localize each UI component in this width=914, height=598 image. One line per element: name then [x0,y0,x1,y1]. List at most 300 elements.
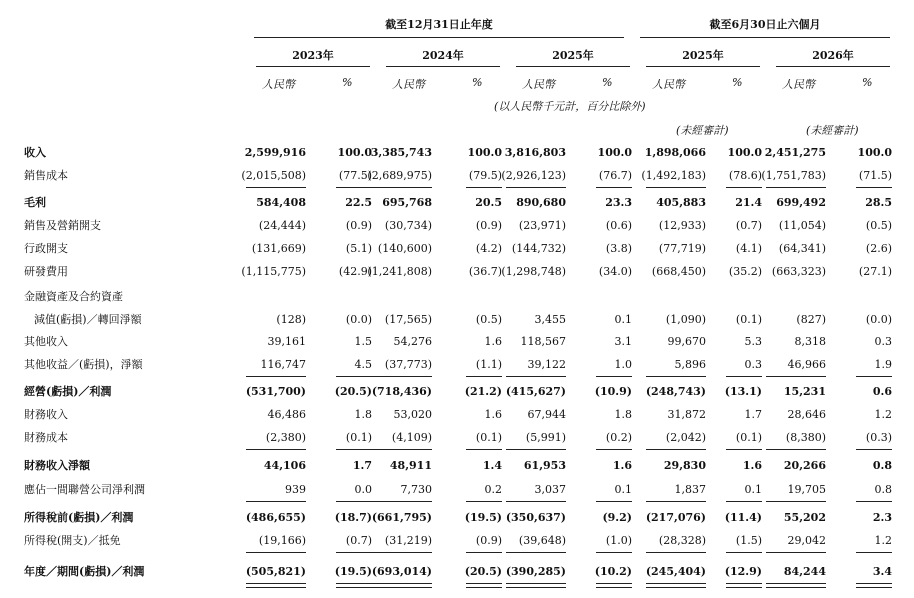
amount-cell: 48,911 [389,459,432,472]
percent-cell: 1.8 [614,408,632,421]
percent-cell: (0.3) [865,431,892,444]
row-label: 應佔一間聯營公司淨利潤 [24,480,252,500]
table-row [0,262,914,282]
amount-cell: 116,747 [260,358,306,371]
subtotal-rule [336,187,372,188]
percent-cell: (42.9) [338,265,372,278]
subtotal-rule [372,501,432,502]
percent-cell: (4.2) [475,242,502,255]
row-label: 財務成本 [24,428,252,448]
amount-cell: 5,896 [674,358,706,371]
percent-cell: (0.0) [865,313,892,326]
subtotal-rule [506,449,566,450]
percent-cell: (2.6) [865,242,892,255]
year-rule-1 [256,66,370,67]
amount-cell: 46,966 [787,358,826,371]
percent-cell: (10.2) [594,565,632,578]
total-double-rule [246,583,306,588]
unaudited-note-2026: (未經審計) [806,124,859,137]
year-rule-4 [646,66,760,67]
amount-cell: 55,202 [783,511,826,524]
amount-cell: 28,646 [787,408,826,421]
table-row [0,310,914,330]
percent-cell: (76.7) [598,169,632,182]
subtotal-rule [766,552,826,553]
unit-rmb-2: 人民幣 [392,78,425,91]
percent-cell: 1.5 [354,335,372,348]
percent-cell: 23.3 [605,196,632,209]
amount-cell: 54,276 [393,335,432,348]
table-row [0,456,914,476]
subtotal-rule [372,449,432,450]
amount-cell: (144,732) [511,242,566,255]
total-double-rule [336,583,372,588]
amount-cell: 46,486 [267,408,306,421]
subtotal-rule [856,501,892,502]
amount-cell: 84,244 [783,565,826,578]
total-double-rule [726,583,762,588]
amount-cell: (1,298,748) [501,265,566,278]
subtotal-rule [646,552,706,553]
percent-cell: 1.2 [874,534,892,547]
amount-cell: 2,451,275 [764,146,826,159]
year-2025-interim: 2025年 [682,49,724,62]
percent-cell: 1.7 [352,459,372,472]
amount-cell: 3,455 [534,313,566,326]
percent-cell: (0.1) [735,313,762,326]
subtotal-rule [766,187,826,188]
percent-cell: (4.1) [735,242,762,255]
amount-cell: (19,166) [258,534,306,547]
percent-cell: 1.2 [874,408,892,421]
subtotal-rule [246,501,306,502]
percent-cell: 0.1 [614,313,632,326]
percent-cell: (0.7) [345,534,372,547]
percent-cell: 0.8 [872,459,892,472]
amount-cell: (11,054) [778,219,826,232]
percent-cell: (9.2) [602,511,632,524]
unit-pct-3: % [602,76,613,89]
total-double-rule [596,583,632,588]
amount-cell: 939 [285,483,306,496]
amount-cell: (663,323) [771,265,826,278]
amount-cell: (350,637) [505,511,566,524]
amount-cell: (24,444) [258,219,306,232]
percent-cell: (20.5) [334,385,372,398]
subtotal-rule [372,552,432,553]
amount-cell [356,287,432,307]
amount-cell: (531,700) [245,385,306,398]
amount-cell: (390,285) [505,565,566,578]
percent-cell: (19.5) [334,565,372,578]
amount-cell: (140,600) [377,242,432,255]
subtotal-rule [596,501,632,502]
amount-cell: (2,042) [665,431,706,444]
subtotal-rule [726,501,762,502]
percent-cell: (0.5) [865,219,892,232]
percent-cell: 0.0 [354,483,372,496]
subtotal-rule [246,376,306,377]
percent-cell: 1.9 [874,358,892,371]
amount-cell: (30,734) [384,219,432,232]
subtotal-rule [336,449,372,450]
percent-cell: (0.7) [735,219,762,232]
table-row [0,405,914,425]
unit-pct-1: % [342,76,353,89]
amount-cell: 3,816,803 [504,146,566,159]
percent-cell: (35.2) [728,265,762,278]
subtotal-rule [646,501,706,502]
percent-cell: 22.5 [345,196,372,209]
subtotal-rule [766,376,826,377]
percent-cell: 100.0 [597,146,632,159]
amount-cell: 99,670 [667,335,706,348]
amount-cell: 3,037 [534,483,566,496]
subtotal-rule [506,187,566,188]
amount-cell: (668,450) [651,265,706,278]
amount-cell: (77,719) [658,242,706,255]
percent-cell: (0.9) [345,219,372,232]
percent-cell: 4.5 [354,358,372,371]
total-double-rule [466,583,502,588]
amount-cell [750,287,826,307]
subtotal-rule [726,552,762,553]
amount-cell: 1,837 [674,483,706,496]
amount-cell: 61,953 [523,459,566,472]
percent-cell: 0.1 [744,483,762,496]
amount-cell: (28,328) [658,534,706,547]
amount-cell: (2,689,975) [367,169,432,182]
subtotal-rule [596,552,632,553]
total-double-rule [372,583,432,588]
row-label: 財務收入淨額 [24,456,252,476]
amount-cell [490,287,566,307]
percent-cell: 100.0 [337,146,372,159]
subtotal-rule [246,187,306,188]
amount-cell: (12,933) [658,219,706,232]
amount-cell: (505,821) [245,565,306,578]
table-row [0,382,914,402]
amount-cell: (128) [276,313,306,326]
percent-cell: (71.5) [858,169,892,182]
amount-cell: 39,161 [267,335,306,348]
amount-cell: (131,669) [251,242,306,255]
total-double-rule [506,583,566,588]
unit-rmb-5: 人民幣 [782,78,815,91]
amount-cell: (486,655) [245,511,306,524]
amount-cell: 118,567 [520,335,566,348]
amount-cell: 29,042 [787,534,826,547]
amount-cell: 44,106 [263,459,306,472]
percent-cell: (13.1) [724,385,762,398]
amount-cell: 3,385,743 [370,146,432,159]
amount-cell: (693,014) [371,565,432,578]
percent-cell: 0.1 [614,483,632,496]
amount-cell: (31,219) [384,534,432,547]
unit-rmb-3: 人民幣 [522,78,555,91]
subtotal-rule [506,552,566,553]
table-row [0,239,914,259]
subtotal-rule [856,552,892,553]
percent-cell: (0.5) [475,313,502,326]
percent-cell: (12.9) [724,565,762,578]
percent-cell: (34.0) [598,265,632,278]
percent-cell: 100.0 [857,146,892,159]
table-row [0,428,914,448]
row-label: 銷售及營銷開支 [24,216,252,236]
row-label: 其他收入 [24,332,252,352]
table-row [0,193,914,213]
row-label: 金融資產及合約資產 [24,290,123,303]
subtotal-rule [466,449,502,450]
subtotal-rule [856,376,892,377]
amount-cell: (718,436) [371,385,432,398]
percent-cell: (0.1) [475,431,502,444]
amount-cell: (37,773) [384,358,432,371]
unit-rmb-4: 人民幣 [652,78,685,91]
percent-cell: (77.5) [338,169,372,182]
percent-cell: (21.2) [464,385,502,398]
percent-cell: (0.9) [475,534,502,547]
subtotal-rule [506,501,566,502]
subtotal-rule [596,187,632,188]
table-row [0,480,914,500]
percent-cell: 1.4 [482,459,502,472]
percent-cell: 100.0 [727,146,762,159]
row-label: 所得稅(開支)／抵免 [24,531,252,551]
unit-pct-5: % [862,76,873,89]
unit-note: (以人民幣千元計，百分比除外) [494,100,646,113]
year-2024: 2024年 [422,49,464,62]
amount-cell: (1,492,183) [641,169,706,182]
amount-cell: (248,743) [645,385,706,398]
subtotal-rule [336,501,372,502]
amount-cell: 699,492 [776,196,826,209]
percent-cell: 0.8 [874,483,892,496]
total-double-rule [856,583,892,588]
subtotal-rule [726,187,762,188]
percent-cell: 0.6 [872,385,892,398]
subtotal-rule [596,449,632,450]
percent-cell: (36.7) [468,265,502,278]
year-2025: 2025年 [552,49,594,62]
subtotal-rule [646,449,706,450]
row-label: 經營(虧損)／利潤 [24,382,252,402]
subtotal-rule [466,376,502,377]
percent-cell: (78.6) [728,169,762,182]
percent-cell: (20.5) [464,565,502,578]
table-row [0,216,914,236]
amount-cell: 15,231 [783,385,826,398]
amount-cell: (39,648) [518,534,566,547]
row-label: 銷售成本 [24,166,252,186]
amount-cell: 39,122 [527,358,566,371]
amount-cell: (827) [796,313,826,326]
row-label: 其他收益／(虧損)，淨額 [24,355,252,375]
group-rule-annual [254,37,624,38]
amount-cell [230,287,306,307]
percent-cell: 0.3 [744,358,762,371]
amount-cell: 890,680 [516,196,566,209]
table-row [0,166,914,186]
amount-cell: 20,266 [783,459,826,472]
row-label: 收入 [24,143,252,163]
percent-cell: 0.2 [484,483,502,496]
percent-cell: (79.5) [468,169,502,182]
percent-cell: 1.6 [742,459,762,472]
subtotal-rule [646,187,706,188]
amount-cell: 695,768 [382,196,432,209]
group-rule-six-months [640,37,890,38]
percent-cell: 3.1 [614,335,632,348]
amount-cell: (1,751,783) [761,169,826,182]
table-row [0,143,914,163]
table-row [0,332,914,352]
table-row [0,531,914,551]
table-row [0,287,914,307]
percent-cell: (5.1) [345,242,372,255]
table-row [0,355,914,375]
subtotal-rule [372,376,432,377]
amount-cell: (23,971) [518,219,566,232]
amount-cell: 7,730 [400,483,432,496]
amount-cell: 67,944 [527,408,566,421]
percent-cell: 100.0 [467,146,502,159]
row-label: 行政開支 [24,239,252,259]
amount-cell: 29,830 [663,459,706,472]
percent-cell: (10.9) [594,385,632,398]
subtotal-rule [466,552,502,553]
percent-cell: (18.7) [334,511,372,524]
amount-cell [630,287,706,307]
amount-cell: (217,076) [645,511,706,524]
percent-cell: 1.6 [484,408,502,421]
subtotal-rule [646,376,706,377]
subtotal-rule [336,552,372,553]
percent-cell: 0.3 [874,335,892,348]
amount-cell: (661,795) [371,511,432,524]
amount-cell: (8,380) [785,431,826,444]
percent-cell: (0.9) [475,219,502,232]
row-label: 毛利 [24,193,252,213]
percent-cell: (1.0) [605,534,632,547]
percent-cell: 1.8 [354,408,372,421]
percent-cell: 2.3 [872,511,892,524]
year-rule-5 [776,66,890,67]
percent-cell [842,287,892,307]
percent-cell: (0.6) [605,219,632,232]
percent-cell: 1.7 [744,408,762,421]
row-label: 年度／期間(虧損)／利潤 [24,562,252,582]
amount-cell: (1,241,808) [367,265,432,278]
amount-cell: (2,015,508) [241,169,306,182]
amount-cell: 2,599,916 [244,146,306,159]
amount-cell: (2,926,123) [501,169,566,182]
percent-cell: (0.1) [735,431,762,444]
percent-cell: 20.5 [475,196,502,209]
amount-cell: (1,090) [665,313,706,326]
percent-cell: 3.4 [872,565,892,578]
percent-cell: 1.6 [484,335,502,348]
subtotal-rule [372,187,432,188]
percent-cell: 5.3 [744,335,762,348]
subtotal-rule [596,376,632,377]
amount-cell: 19,705 [787,483,826,496]
subtotal-rule [856,449,892,450]
subtotal-rule [766,501,826,502]
year-2026-interim: 2026年 [812,49,854,62]
percent-cell: (27.1) [858,265,892,278]
percent-cell: 21.4 [735,196,762,209]
percent-cell: (1.5) [735,534,762,547]
row-label: 財務收入 [24,405,252,425]
percent-cell: 28.5 [865,196,892,209]
amount-cell: (17,565) [384,313,432,326]
year-rule-2 [386,66,500,67]
subtotal-rule [766,449,826,450]
subtotal-rule [246,449,306,450]
percent-cell: (11.4) [724,511,762,524]
percent-cell: 1.0 [614,358,632,371]
amount-cell: 31,872 [667,408,706,421]
amount-cell: 1,898,066 [644,146,706,159]
amount-cell: (1,115,775) [241,265,306,278]
subtotal-rule [336,376,372,377]
amount-cell: 405,883 [656,196,706,209]
percent-cell: (0.0) [345,313,372,326]
year-rule-3 [516,66,630,67]
percent-cell: (3.8) [605,242,632,255]
group-title-annual: 截至12月31日止年度 [385,18,493,31]
table-row [0,508,914,528]
amount-cell: 53,020 [393,408,432,421]
percent-cell: (0.1) [345,431,372,444]
subtotal-rule [726,449,762,450]
percent-cell: (19.5) [464,511,502,524]
total-double-rule [766,583,826,588]
subtotal-rule [246,552,306,553]
amount-cell: (64,341) [778,242,826,255]
unit-rmb-1: 人民幣 [262,78,295,91]
percent-cell [582,287,632,307]
amount-cell: 8,318 [794,335,826,348]
amount-cell: (245,404) [645,565,706,578]
subtotal-rule [506,376,566,377]
row-label: 減值(虧損)／轉回淨額 [34,310,252,330]
amount-cell: (415,627) [505,385,566,398]
amount-cell: (2,380) [265,431,306,444]
subtotal-rule [466,187,502,188]
row-label: 研發費用 [24,262,252,282]
total-double-rule [646,583,706,588]
row-label: 所得稅前(虧損)／利潤 [24,508,252,528]
amount-cell: (4,109) [391,431,432,444]
unit-pct-4: % [732,76,743,89]
percent-cell: 1.6 [612,459,632,472]
amount-cell: 584,408 [256,196,306,209]
subtotal-rule [726,376,762,377]
subtotal-rule [856,187,892,188]
amount-cell: (5,991) [525,431,566,444]
year-2023: 2023年 [292,49,334,62]
unaudited-note-2025: (未經審計) [676,124,729,137]
unit-pct-2: % [472,76,483,89]
percent-cell: (0.2) [605,431,632,444]
group-title-six-months: 截至6月30日止六個月 [709,18,821,31]
subtotal-rule [466,501,502,502]
percent-cell: (1.1) [475,358,502,371]
table-row [0,562,914,582]
